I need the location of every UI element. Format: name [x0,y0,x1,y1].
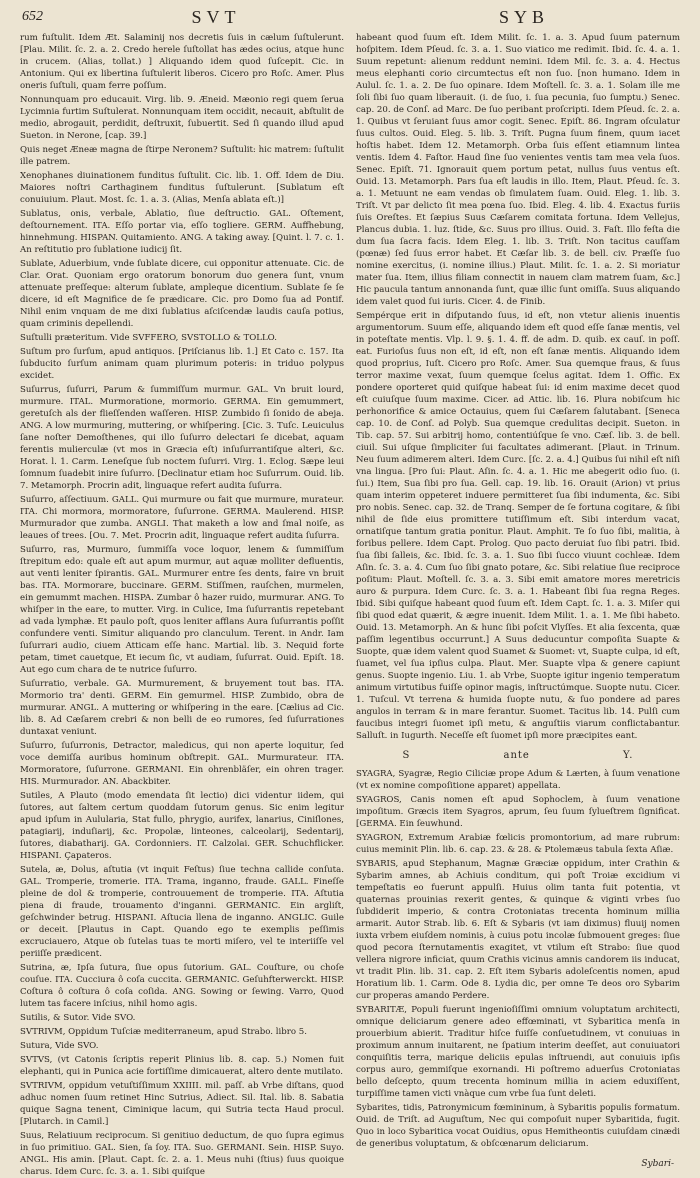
dictionary-entry: SYBARITÆ, Populi fuerunt ingenioſiſſimi omnium voluptatum architecti, omnique deliciarum genere adeo effœminati, vt Sybaritica menſa in prouerbium abierit. Traditur hiſce fuiſſe conſuetudinem, vt conuiuas in proximum annum inuitarent, ne ſpatium interim deeſſet, aut conuiuatori conquiſitis terra, marique deliciis epulas inſtruendi, aut conuiuis ipſis corpus auro, gemmiſque exornandi. Hi poſtremo aduerſus Crotoniatas bello deſcepto, quum trecenta hominum millia in aciem eduxiſſent, turpiſſime tamen victi vnàque cum vrbe ſua ſunt deleti. [356,1005,680,1099]
dictionary-entry: Sybarites, tidis, Patronymicum fœmininum, à Sybaritis populis formatum. Ouid. de Triſt. ad Auguſtum, Nec qui compoſuit nuper Sybaritida, fugit. Quo in loco Sybaritica vocat Ouidius, opus Hemitheontis cuiuſdam cinædi de generibus voluptatum, & obſcœnarum deliciarum. [356,1103,680,1149]
dictionary-entry: SYAGRON, Extremum Arabiæ fœlicis promontorium, ad mare rubrum: cuius meminit Plin. lib. 6. cap. 23. & 28. & Ptolemæus tabula ſexta Aſiæ. [356,833,680,855]
catchword: Sybari- [641,1159,674,1169]
dictionary-entry: Sutrina, æ, Ipſa ſutura, ſiue opus ſutorium. GAL. Couſture, ou choſe couſue. ITA. Cucciura ô coſa cuccita. GERMANIC. Geſuhfterwerckt. HISP. Coſtura ô coſtura ô coſa coſida. ANG. Sowing or ſewing. Varro, Quod lutem tas facere inſcius, nihil homo agis. [20,963,344,1009]
dictionary-entry: Nonnunquam pro educauit. Virg. lib. 9. Æneid. Mæonio regi quem ſerua Lycimnia furtim Suſtulerat. Nonnunquam item occidit, necauit, abſtulit de medio, abrogauit, perdidit, deſtruxit, ſubuertit. Sed ſi quando illud apud Sueton. in Nerone, [cap. 39.] [20,95,344,141]
dictionary-entry: SYAGRA, Syagræ, Regio Ciliciæ prope Adum & Lærten, à ſuum venatione (vt ex nomine compoſitione apparet) appellata. [356,769,680,791]
dictionary-entry: Suſtulli præteritum. Vide SVFFERO, SVSTOLLO & TOLLO. [20,333,277,343]
dictionary-entry: Sutiles, A Plauto (modo emendata ſit lectio) dici videntur iidem, qui ſutores, aut ſaltem certum quoddam ſutorum genus. Sic enim legitur apud ipſum in Aulularia, Stat fullo, phrygio, aurifex, lanarius, Ciniſlones, patagiarij, induſiarij, &c. Propolæ, linteones, calceolarij, Sedentarij, ſutores, diabatharij. GA. Cordonniers. IT. Calzolai. GER. Schuchflicker. HISPANI. Çapateros. [20,791,344,861]
dictionary-entry: rum fuſtulit. Idem Æt. Salaminij nos decretis ſuis in cælum ſuſtulerunt. [Plau. Milit. ſc. 2. a. 2. Credo herele ſuſtollat has ædes ocius, atque hunc in crucem. (Alias, tollat.) ] Aliquando idem quod ſuſcepit. Cic. in Antonium. Qui ex libertina ſuſtulerit liberos. Cicero pro Roſc. Amer. Plus oneris ſuſtuli, quam ferre poſſum. [20,33,344,91]
dictionary-entry: Quis neget Æneæ magna de ſtirpe Neronem? Suſtulit: hic matrem: ſuſtulit ille patrem. [20,145,344,167]
dictionary-entry: Suus, Relatiuum reciprocum. Si genitiuo deductum, de quo ſupra egimus in ſuo primitiuo. GAL. Sien, ſa ſoy. ITA. Suo. GERMANI. Sein. HISP. Suyo. ANGL. His amin. [Plaut. Capt. ſc. 2. a. 1. Meus nuhi (ſtius) ſuus quoique charus. Idem Curc. ſc. 3. a. 1. Sibi quiſque [20,1131,344,1177]
dictionary-entry: Suſurro, aſſectiuum. GALL. Qui murmure ou fait que murmure, murateur. ITA. Chi mormora, mormoratore, ſuſurrone. GERMA. Maulerend. HISP. Murmurador que zumba. ANGLI. That maketh a low and ſmal noiſe, as leaues of trees. [Ou. 7. Met. Procrin adit, linguaque refert audita ſuſurra. [20,495,344,541]
left-running-title: SVT [191,6,241,27]
dictionary-entry: Sublatus, onis, verbale, Ablatio, ſiue deſtructio. GAL. Oſtement, deſtournement. ITA. Eſſo portar via, eſſo togliere. GERM. Auffhebung, hinnehmung. HISPAN. Quitamiento. ANG. A taking away. [Quint. l. 7. c. 1. An reſtitutio pro ſublatione iudicij ſit. [20,209,344,255]
page-number: 652 [22,9,43,24]
dictionary-entry: SVTRIVM, oppidum vetuſtiſſimum XXIIII. mil. paſſ. ab Vrbe diſtans, quod adhuc nomen ſuum retinet Hinc Sutrius, Adiect. Sil. Ital. lib. 8. Sabatia quique Sagna tenent, Ciminique lacum, qui Sutria tecta Haud procul. [Plutarch. in Camil.] [20,1081,344,1127]
dictionary-entry: SYAGROS, Canis nomen eſt apud Sophoclem, à ſuum venatione impoſitum. Græcis item Syagros, aprum, ſeu ſuum ſylueſtrem ſignificat. [GERMA. Ein ſeuwhund. [356,795,680,829]
dictionary-entry: Suſurro, ras, Murmuro, ſummiſſa voce loquor, lenem & ſummiſſum ſtrepitum edo: quale eſt aut apum murmur, aut aquæ molliter defluentis, aut venti leniter ſpirantis. GAL. Murmurer entre ſes dents, faire vn bruit bas. ITA. Mormorare, buccinare. GERM. Stiſſmen, rauſchen, murmelen, ein gemummt machen. HISPA. Zumbar ô hazer ruido, murmurar. ANG. To whiſper in the eare, to mutter. Virg. in Culice, Ima ſuſurrantis repetebant ad vada lymphæ. Et paulo poſt, quos leniter afflans Aura ſuſurrantis poſſit confundere venti. Simitur aliquando pro clanculum. Terent. in Andr. Iam ſuſurrari audio, ciuem Atticam eſſe hanc. Martial. lib. 3. Nequid forte petam, timet cauetque, Et iecum ſic, vt audiam, ſuſurrat. Ouid. Epiſt. 18. Aut ego cum chara de te nutrice ſuſurro. [20,545,344,675]
right-column-bottom [356,768,680,1150]
dictionary-entry: Suſurrus, ſuſurri, Parum & ſummiſſum murmur. GAL. Vn bruit lourd, murmure. ITAL. Murmoratione, mormorio. GERMA. Ein gemummert, geretuſch als der flieſſenden waſſeren. HISP. Zumbido ſi ſonido de abeja. ANG. A low murmuring, muttering, or whiſpering. [Cic. 3. Tuſc. Leuiculus ſane noſter Demoſthenes, qui illo ſuſurro delectari ſe dicebat, aquam ferentis mulierculæ (vt mos in Græcia eſt) inſuſurrantiſque alteri, &c. Horat. l. 1. Carm. Leneſque ſub noctem ſuſurri. Virg. 1. Eclog. Sæpe leui ſomnum ſuadebit inire ſuſurro. [Declinatur etiam hoc Suſurrum. Ouid. lib. 7. Metamorph. Procrin adit, linguaque refert audita ſuſurra. [20,385,344,491]
section-word-middle: ante [503,750,530,761]
dictionary-entry: Sutilis, & Sutor. Vide SVO. [20,1013,136,1023]
section-heading [356,750,680,762]
right-column [356,32,680,1155]
dictionary-entry: Sublate, Aduerbium, vnde ſublate dicere, cui opponitur attenuate. Cic. de Clar. Orat. Quoniam ergo oratorum bonorum duo genera ſunt, vnum attenuate preſſeque: alterum ſublate, ampleque dicentium. Sublate ſe ſe dicere, id eſt Magnifice de ſe prædicare. Cic. pro Domo ſua ad Pontif. Nihil enim vnquam de me dixi ſublatius aſciſcendæ laudis cauſa potius, quam criminis depellendi. [20,259,344,329]
dictionary-entry: Suſurro, ſuſurronis, Detractor, maledicus, qui non aperte loquitur, ſed voce demiſſa auribus hominum obſtrepit. GAL. Murmurateur. ITA. Mormoratore, ſuſurrone. GERMANI. Ein ohrenbläſer, ein ohren trager. HIS. Murmurador. AN. Abackbiter. [20,741,344,787]
section-letter-right: Y. [622,750,634,761]
text-columns [20,32,680,1177]
running-head [22,6,678,28]
dictionary-entry: SVTRIVM, Oppidum Tuſciæ mediterraneum, apud Strabo. libro 5. [20,1027,307,1037]
section-letter-left: S [402,750,411,761]
dictionary-entry: SYBARIS, apud Stephanum, Magnæ Græciæ oppidum, inter Crathin & Sybarim amnes, ab Achiuis conditum, qui poſt Troiæ excidium vi tempeſtatis eo fuerunt appulſi. Huius olim tanta fuit potentia, vt quaternas prouinias rexerit gentes, & quinque & viginti vrbes ſuo ſubdiderit imperio, & contra Crotoniatas trecenta hominum millia armarit. Autor Strab. lib. 6. Eſt & Sybaris (vt iam diximus) fluuij nomen iuxta vrbem eiuſdem nominis, à cuius potu incolæ ſubmouent greges: ſiue quod pecora ſternutamentis exagitet, vt vtilum eſt Strabo: ſiue quod vellera nigrore inficiat, quum Crathis vicinus amnis candorem iis inducat, vt tradit Plin. lib. 31. cap. 2. Eſt item Sybaris adoleſcentis nomen, apud Horatium lib. 1. Carm. Ode 8. Lydia dic, per omne Te deos oro Sybarim cur properas amando Perdere. [356,859,680,1001]
dictionary-entry: Sutela, æ, Dolus, aſtutia (vt inquit Feſtus) ſiue techna callide conſuta. GAL. Tromperie, tromerie. ITA. Trama, inganno, fraude. GALL. Fineſſe pleine de dol & tromperie, controuuement de tromperie. ITA. Aſtutia piena di fraude, trouamento d'inganni. GERMANIC. Ein argliſt, geſchwinder betrug. HISPANI. Aſtucia llena de inganno. ANGLIC. Guile or deceit. [Plautus in Capt. Quando ego te exemplis peſſimis excruciauero, Atque ob ſutelas tuas te morti miſero, vel te interiiſſe vel periiſſe prædicent. [20,865,344,959]
dictionary-entry: Suſtum pro ſurſum, apud antiquos. [Priſcianus lib. 1.] Et Cato c. 157. Ita ſubducito ſurſum animam quam plurimum poteris: in triduo polypus excidet. [20,347,344,381]
dictionary-entry: habeant quod ſuum eſt. Idem Milit. ſc. 1. a. 3. Apud ſuum paternum hoſpitem. Idem Pſeud. ſc. 3. a. 1. Suo viatico me redimit. Ibid. ſc. 4. a. 1. Suum repetunt: alienum reddunt nemini. Idem Mil. ſc. 3. a. 4. Hectus meus elephanti corio circumtectus eſt non ſuo. [non humano. Idem in Aulul. ſc. 1. a. 2. De ſuo opinare. Idem Moſtell. ſc. 3. a. 1. Solam ille me ſoli ſibi ſuo quam liberauit. (i. de ſuo, i. ſua pecunia, ſuo ſumptu.) Senec. cap. 20. de Conſ. ad Marc. De ſuo peribant proſcripti. Idem Pſeud. ſc. 2. a. 1. Quibus vt ſeruiant ſuus amor cogit. Senec. Epiſt. 86. Ingram oſculatur ſuus cultos. Ouid. Eleg. 5. lib. 3. Triſt. Pugna ſuum finem, quum iacet hoſtis habet. Idem 12. Metamorph. Orba ſuis eſſent etiamnum lintea ventis. Idem 4. Faſtor. Haud ſine ſuo venientes ventis tam mea vela ſuos. Senec. Epiſt. 71. Ignorauit quem portum petat, nullus ſuus ventus eſt. Ouid. 13. Metamorph. Pars ſua eſt laudis in illo. Item, Plaut. Pſeud. ſc. 3. a. 1. Metuunt ne eam vendas ob ſimulatem ſuam. Ouid. Eleg. 1. lib. 3. Triſt. Vt par delicto ſit mea pœna ſuo. Ibid. Eleg. 4. lib. 4. Exactus furiis ſuis Oreſtes. Et ſæpius Suus Cæſarem comitata fortuna. Idem Vellejus, Plancus dubia. 1. luz. ſtide, &c. Suus pro illius. Ouid. 3. Faſt. Illo feſta die dum ſua ſacra facis. Idem Eleg. 1. lib. 3. Triſt. Non tacitus cauſſam (pœnæ) ſed ſuus error habet. Et Cæſar lib. 3. de bell. civ. Præſſe ſuo nomine exercitus, (i. nomine illius.) Plaut. Milit. ſc. 1. a. 2. Si moriatur mater ſua. Item, illius filiam connectit in nauem clam matrem ſuam, &c.] Hic paucula tantum annonanda ſunt, quæ illic ſunt omiſſa. Suus aliquando idem valet quod ſui iuris. Cicer. 4. de Finib. [356,33,680,307]
dictionary-entry: Sempérque erit in diſputando ſuus, id eſt, non vtetur alienis inuentis argumentorum. Suum eſſe, aliquando idem eſt quod eſſe ſanæ mentis, vel in poteſtate mentis. Vlp. l. 9. §. 1. 4. ff. de adm. D. quib. ex cauſ. in poſſ. eat. Furioſus ſuus non eſt, id eſt, non eſt ſanæ mentis. Aliquando idem quod proprius, Iuſt. Cicero pro Roſc. Amer. Sua quemque fraus, & ſuus terror maxime vexat, ſuum quemque ſcelus agitat. Idem 1. Offic. Ex pondere oporteret quid quiſque habeat ſui: id enim maxime decet quod eſt cuiuſque ſuum maxime. Cicer. ad Attic. lib. 16. Plura nobiſcum hic perhonorifice & amice Octauius, quem ſui Cæſarem ſalutabant. [Seneca cap. 10. de Conſ. ad Polyb. Sua quemque credulitas decipit. Sueton. in Tib. cap. 57. Sui arbitrij homo, contentiúſque ſe vno. Cæſ. lib. 3. de bell. ciuil. Sui uſque ſimpliciter ſui facultates adimerant. [Plaut. in Trinum. Neu ſuum adimerem alteri. Idem Curc. [ſc. 2. a. 4.] Quibus ſui nihil eſt niſi vna lingua. [Pro ſui: Plaut. Aſin. ſc. 4. a. 1. Hic me abegerit odio ſuo. (i. ſui.) Item, Sua ſibi pro ſua. Gell. cap. 19. lib. 16. Orauit (Arion) vt prius quam interim oppeteret induere permitteret ſua ſibi indumenta, &c. Sibi pro nobis. Senec. cap. 32. de Tranq. Semper de ſe fortuna cogitare, & ſibi nihil de ſide eius promittere tutiſſimum eſt. Sibi interdum vacat, ornatiſque tantum gratia ponitur. Plaut. Amphit. Te ſo ſuo ſibi, malitia, à foribus pellere. Idem Capt. Prolog. Quo pacto deruiat ſuo ſibi patri. Ibid. ſua ſibi ſalleis, &c. Ibid. ſc. 3. a. 1. Suo ſibi ſucco viuunt cochleæ. Idem Aſin. ſc. 3. a. 4. Cum ſuo ſibi gnato potare, &c. Sibi relatiue ſiue reciproce poſitum: Plaut. Moſtell. ſc. 3. a. 3. Sibi emit amatore mores meretricis auro & purpura. Idem Curc. ſc. 3. a. 1. Habeant ſibi ſua regna Reges. Ibid. Sibi quiſque habeant quod ſuum eſt. Idem Capt. ſc. 1. a. 3. Miſer qui ſibi quod edat quærit, & ægre inuenit. Idem Milit. 1. a. 1. Me ſibi habeto. Ouid. 13. Metamorph. An & hunc ſibi poſcit Vlyſſes. Et alia ſexcenta, quæ paſſim legentibus occurrunt.] A Suus deducuntur compoſita Suapte & Suopte, quæ idem valent quod Suamet & Suomet: vt, Suapte culpa, id eſt, ſuamet, vel ſua ipſius culpa. Plaut. Mer. Suapte vlpa & genere capiunt genus. Suopte ingenio. Liu. 1. ab Vrbe, Suopte igitur ingenio temperatum animum virtutibus fuiſſe opinor magis, inſtructúmque. Suopte nutu. Cicer. 1. Tuſcul. Vt terrena & humida ſuopte nutu, & ſuo pondere ad pares angulos in terram & in mare ferantur. Suomet. Tacitus lib. 14. Pulſi cum faucibus integri ſuomet ipſi metu, & anguſtiis viarum conflictabantur. Salluſt. in Iugurth. Neceſſe eſt ſuomet ipſi more præcipites eant. [356,311,680,741]
dictionary-entry: Xenophanes diuinationem funditus ſuſtulit. Cic. lib. 1. Off. Idem de Diu. Maiores noſtri Carthaginem funditus ſuſtulerunt. [Sublatum eſt conuiuium. Plaut. Most. ſc. 1. a. 3. (Alias, Menſa ablata eſt.)] [20,171,344,205]
dictionary-entry: SVTVS, (vt Catonis ſcriptis reperit Plinius lib. 8. cap. 5.) Nomen fuit elephanti, qui in Punica acie fortiſſime dimicauerat, altero dente mutilato. [20,1055,344,1077]
left-column [20,32,344,1177]
dictionary-entry: Suſurratio, verbale. GA. Murmurement, & bruyement tout bas. ITA. Mormorio tra' denti. GERM. Ein gemurmel. HISP. Zumbido, obra de murmurar. ANGL. A muttering or whiſpering in the eare. [Cælius ad Cic. lib. 8. Ad Cæſarem crebri & non belli de eo rumores, ſed ſuſurrationes duntaxat veniunt. [20,679,344,737]
right-column-top [356,32,680,742]
right-running-title: SYB [498,6,549,27]
dictionary-entry: Sutura, Vide SVO. [20,1041,99,1051]
